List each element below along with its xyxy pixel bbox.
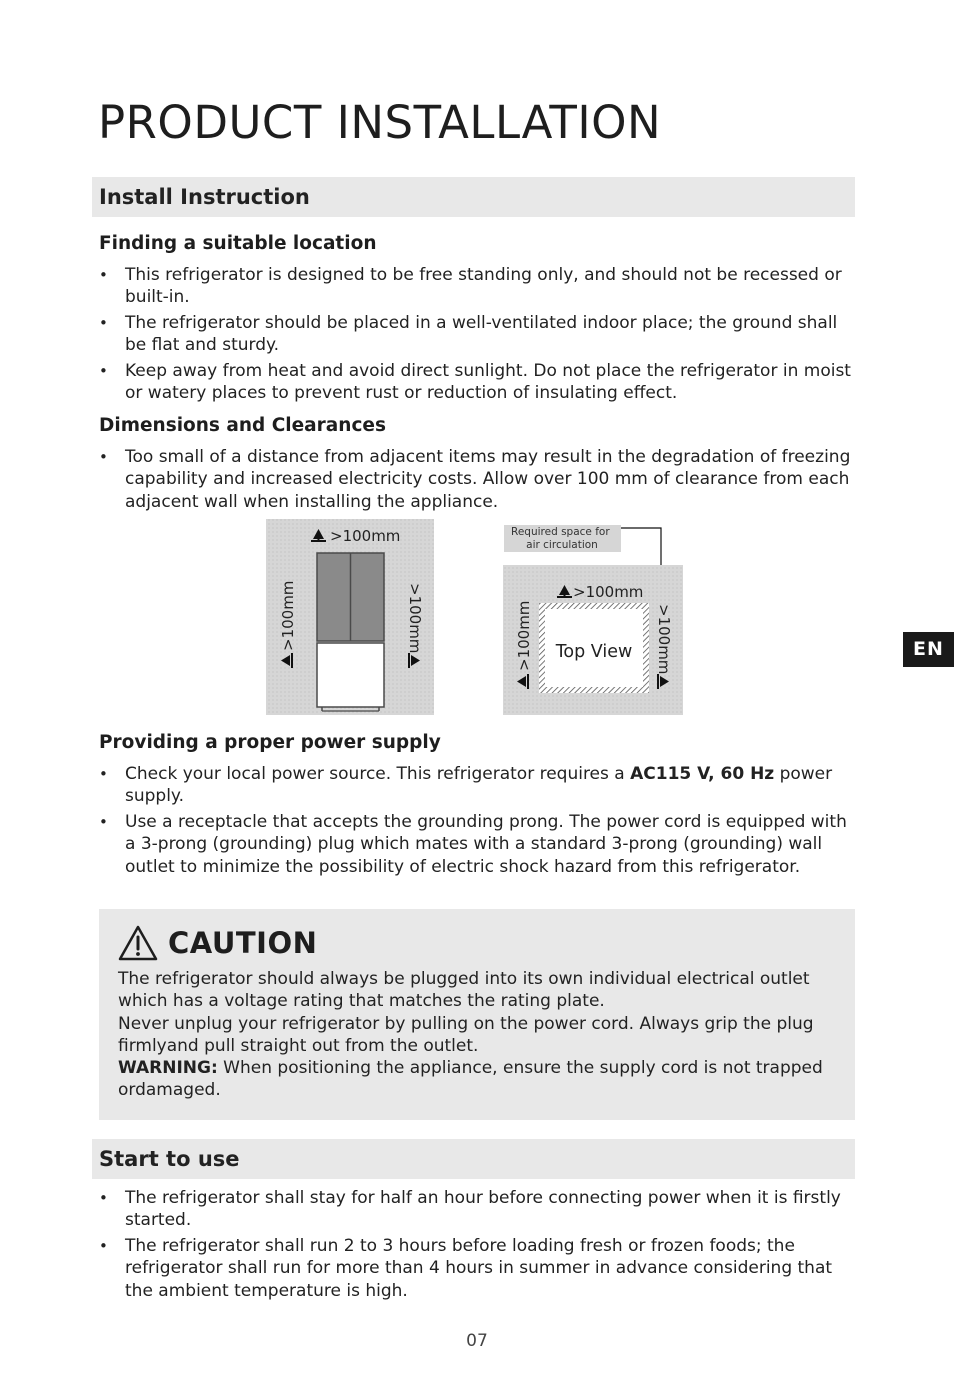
front-view-diagram [266,519,434,715]
page-title: PRODUCT INSTALLATION [98,96,662,149]
start-bullets [99,1187,859,1305]
list-item: • Keep away from heat and avoid direct sunlight. Do not place the refrigerator in moist or watery places to prevent rust or reduction of insulating effect. [99,360,859,405]
list-item: • The refrigerator should be placed in a well-ventilated indoor place; the ground shall be flat and sturdy. [99,312,859,357]
caution-box [99,909,855,1120]
location-bullets [99,264,859,408]
clearance-diagram [260,515,700,721]
section-header-start [92,1139,855,1179]
warning-label: WARNING: [118,1058,218,1079]
top-view-label: Top View [555,642,633,662]
caution-header [118,925,317,961]
section-header-install [92,177,855,217]
power-bullets [99,763,859,881]
caution-heading: CAUTION [168,926,318,960]
list-item: • Too small of a distance from adjacent items may result in the degradation of freezing capability and increased electricity costs. Allow over 100 mm of clearance from each adjacent wall when installing the appliance. [99,446,859,513]
section-heading: Install Instruction [99,185,310,209]
subheading-clearances: Dimensions and Clearances [99,415,386,436]
top-view-diagram [503,525,683,715]
caution-text: Never unplug your refrigerator by pulling on the power cord. Always grip the plug firmlyand pull straight out from the outlet. [118,1013,814,1056]
subheading-location: Finding a suitable location [99,233,377,254]
subheading-power: Providing a proper power supply [99,732,441,753]
front-left-label: >100mm [279,580,297,651]
top-left-label: >100mm [515,600,533,671]
caution-body [118,968,843,1102]
voltage-spec: AC115 V, 60 Hz [630,764,775,784]
front-top-label: >100mm [330,527,401,545]
front-right-label: >100mm [406,583,424,654]
section-heading: Start to use [99,1147,240,1171]
top-top-label: >100mm [573,583,644,601]
callout-label: Required space for air circulation [511,526,610,551]
top-right-label: >100mm [655,604,673,675]
list-item [99,763,859,808]
warning-text [118,1057,843,1102]
page-number: 07 [466,1331,488,1351]
language-tab: EN [903,632,954,667]
list-item: • The refrigerator shall stay for half an hour before connecting power when it is firstly started. [99,1187,859,1232]
list-item: • Use a receptacle that accepts the grounding prong. The power cord is equipped with a 3-prong (grounding) plug which mates with a standard 3-prong (grounding) wall outlet to minimize the possibility of electric shock hazard from this refrigerator. [99,811,859,878]
caution-text: The refrigerator should always be plugged into its own individual electrical outlet which has a voltage rating that matches the rating plate. [118,969,810,1012]
text-run: When positioning the appliance, ensure the supply cord is not trapped ordamaged. [118,1058,823,1101]
warning-triangle-icon [118,925,158,961]
text-run: Check your local power source. This refrigerator requires a [125,764,631,784]
text-run: power supply. [125,764,833,807]
list-item: • This refrigerator is designed to be free standing only, and should not be recessed or built-in. [99,264,859,309]
list-item: • The refrigerator shall run 2 to 3 hours before loading fresh or frozen foods; the refrigerator shall run for more than 4 hours in summer in advance considering that the ambient temperature is high. [99,1235,859,1302]
clearance-bullets [99,446,859,516]
